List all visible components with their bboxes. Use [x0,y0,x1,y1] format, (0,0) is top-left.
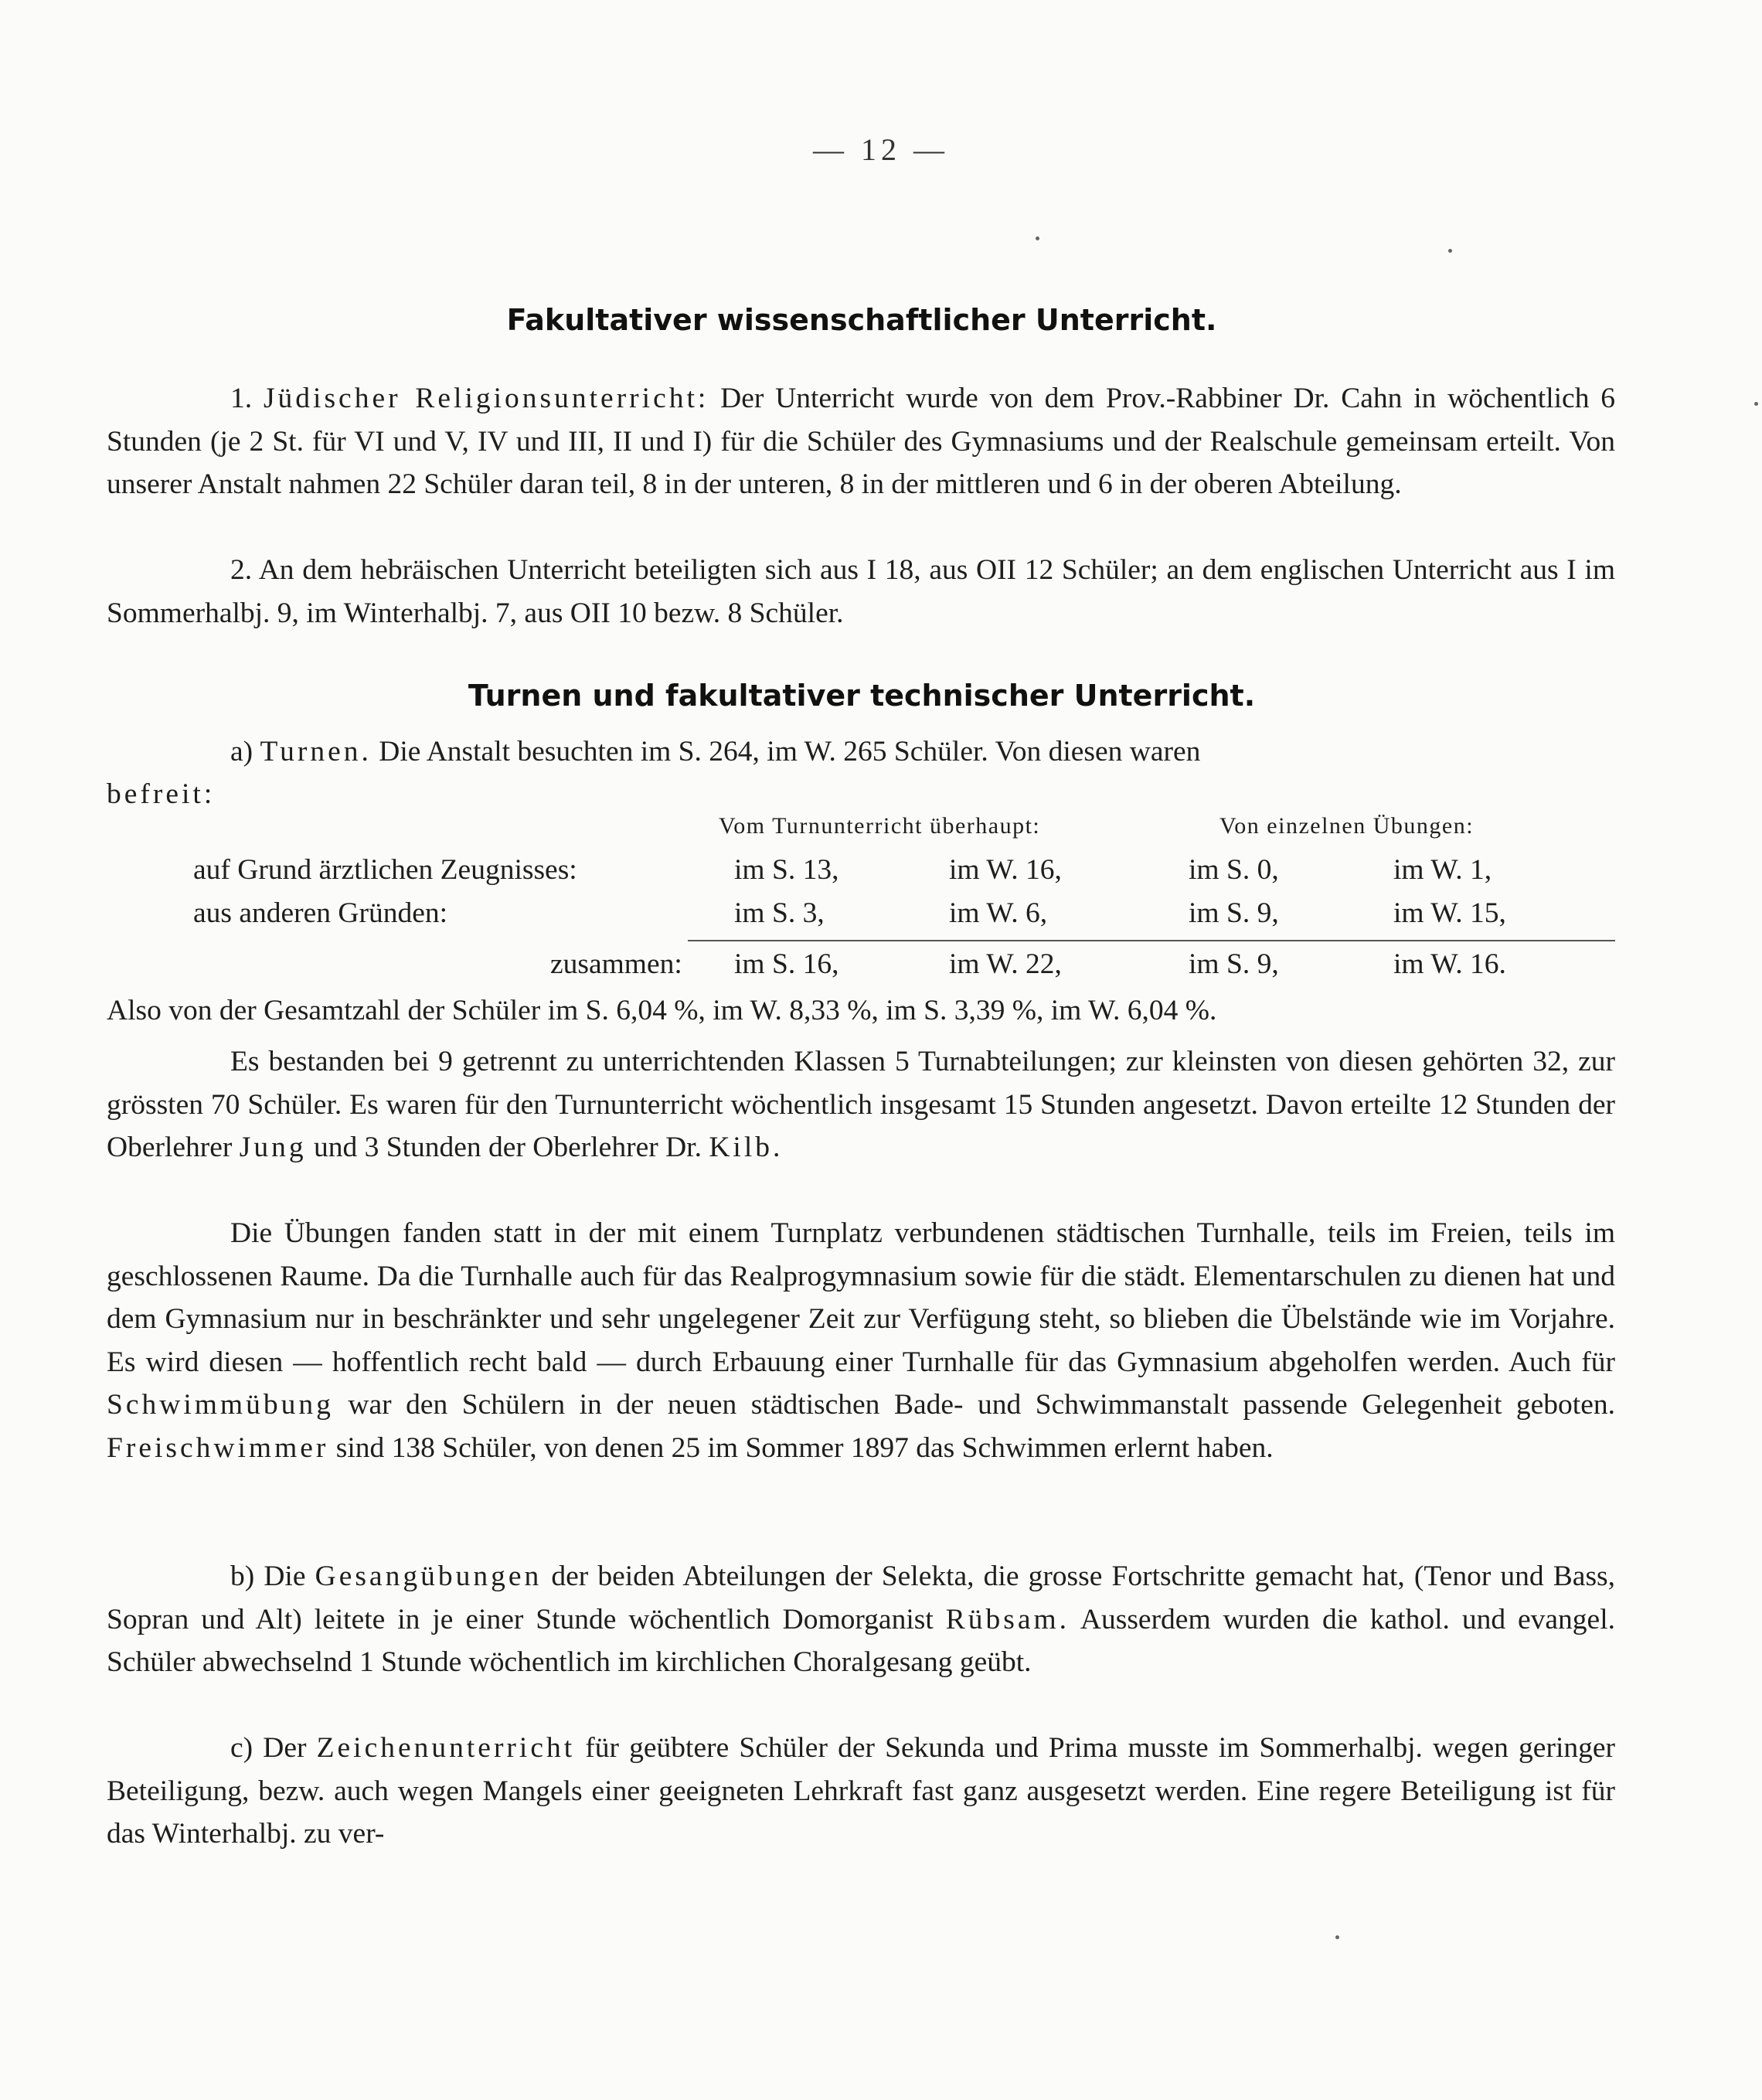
paragraph-uebungen: Die Übungen fanden statt in der mit einem Turnplatz verbundenen städtischen Turnhalle, teils im Freien, teils im geschlossenen Raume. Da die Turnhalle auch für das Realprogymnasium sowie für die städt. Elementarschulen zu dienen hat und dem Gymnasium nur in beschränkter und sehr ungelegener Zeit zur Verfügung steht, so blieben die Übelstände wie im Vorjahre. Es wird diesen — hoffentlich recht bald — durch Erbauung einer Turnhalle für das Gymnasium abgeholfen werden. Auch für Schwimmübung war den Schülern in der neuen städtischen Bade- und Schwimmanstalt passende Gelegenheit geboten. Freischwimmer sind 138 Schüler, von denen 25 im Sommer 1897 das Schwimmen erlernt haben. [107,1217,1615,1464]
term-religionsunterricht: Jüdischer Religionsunterricht: [263,383,709,414]
cell: im W. 1, [1393,854,1492,886]
cell: im W. 16. [1393,948,1506,980]
paragraph-turnabteilungen: Es bestanden bei 9 getrennt zu unterrichtenden Klassen 5 Turnabteilungen; zur kleinsten von diesen gehörten 32, zur grössten 70 Schüler. Es waren für den Turnunterricht wöchentlich insgesamt 15 Stunden angesetzt. Davon erteilte 12 Stunden der Oberlehrer Jung und 3 Stunden der Oberlehrer Dr. Kilb. [107,1046,1615,1163]
section-heading-wissenschaftlich: Fakultativer wissenschaftlicher Unterricht. [506,303,1217,337]
section-heading-turnen: Turnen und fakultativer technischer Unterricht. [468,679,1256,713]
scan-speck [1448,249,1452,253]
paragraph-turnen-intro [107,730,1615,774]
item-label-a: a) [230,736,253,768]
cell: im S. 16, [734,948,839,980]
total-label: zusammen: [550,948,682,980]
term-zeichenunterricht: Zeichenunterricht [316,1732,576,1764]
name-jung: Jung [239,1132,307,1163]
term-freischwimmer: Freischwimmer [107,1431,329,1464]
scan-speck [1335,1935,1339,1939]
term-turnen: Turnen. [260,736,372,768]
term-gesanguebungen: Gesangübungen [315,1561,543,1592]
item-number: 1. [230,383,253,414]
scan-speck [1036,237,1039,240]
name-ruebsam: Rübsam. [945,1603,1070,1635]
paragraph-gesang: b) Die Gesangübungen der beiden Abteilungen der Selekta, die grosse Fortschritte gemacht hat, (Tenor und Bass, Sopran und Alt) leitete in je einer Stunde wöchentlich Domorganist Rübsam. Ausserdem wurden die kathol. und evangel. Schüler abwechselnd 1 Stunde wöchentlich im kirchlichen Choralgesang geübt. [107,1561,1615,1678]
cell: im W. 6, [949,897,1048,929]
row-label: auf Grund ärztlichen Zeugnisses: [193,854,577,886]
cell: im S. 0, [1189,854,1279,886]
cell: im S. 3, [734,897,825,929]
cell: im W. 22, [949,948,1062,980]
percentage-line: Also von der Gesamtzahl der Schüler im S. 6,04 %, im W. 8,33 %, im S. 3,39 %, im W. 6,04 %. [107,995,1217,1026]
row-label: aus anderen Gründen: [193,897,448,929]
paragraph-religion-body: Der Unterricht wurde von dem Prov.-Rabbiner Dr. Cahn in wöchentlich 6 Stunden (je 2 St. für VI und V, IV und III, II und I) für die Schüler des Gymnasiums und der Realschule gemeinsam erteilt. Von unserer Anstalt nahmen 22 Schüler daran teil, 8 in der unteren, 8 in der mittleren und 6 in der oberen Abteilung. [107,383,1616,500]
cell: im S. 9, [1189,948,1279,980]
table-col-head-exercises: Von einzelnen Übungen: [1219,813,1475,839]
sum-rule [688,940,1615,941]
paragraph-zeichnen: c) Der Zeichenunterricht für geübtere Schüler der Sekunda und Prima musste im Sommerhalbj. wegen geringer Beteiligung, bezw. auch wegen Mangels einer geeigneten Lehrkraft fast ganz ausgesetzt werden. Eine regere Beteiligung ist für das Winterhalbj. zu ver- [107,1732,1615,1850]
cell: im W. 16, [949,854,1062,886]
cell: im S. 9, [1189,897,1279,929]
scan-speck [1754,402,1758,406]
paragraph-hebraeisch: 2. An dem hebräischen Unterricht beteiligten sich aus I 18, aus OII 12 Schüler; an dem englischen Unterricht aus I im Sommerhalbj. 9, im Winterhalbj. 7, aus OII 10 bezw. 8 Schüler. [107,554,1615,629]
cell: im W. 15, [1393,897,1506,929]
name-kilb: Kilb. [709,1132,784,1163]
befreit-label: befreit: [107,778,216,810]
table-col-head-overall: Vom Turnunterricht überhaupt: [719,813,1041,839]
turnen-intro-text: Die Anstalt besuchten im S. 264, im W. 265 Schüler. Von diesen waren [379,736,1201,768]
paragraph-religion [107,377,1615,506]
cell: im S. 13, [734,854,839,886]
term-schwimmuebung: Schwimmübung [107,1389,334,1421]
page-number: — 12 — [813,132,949,167]
